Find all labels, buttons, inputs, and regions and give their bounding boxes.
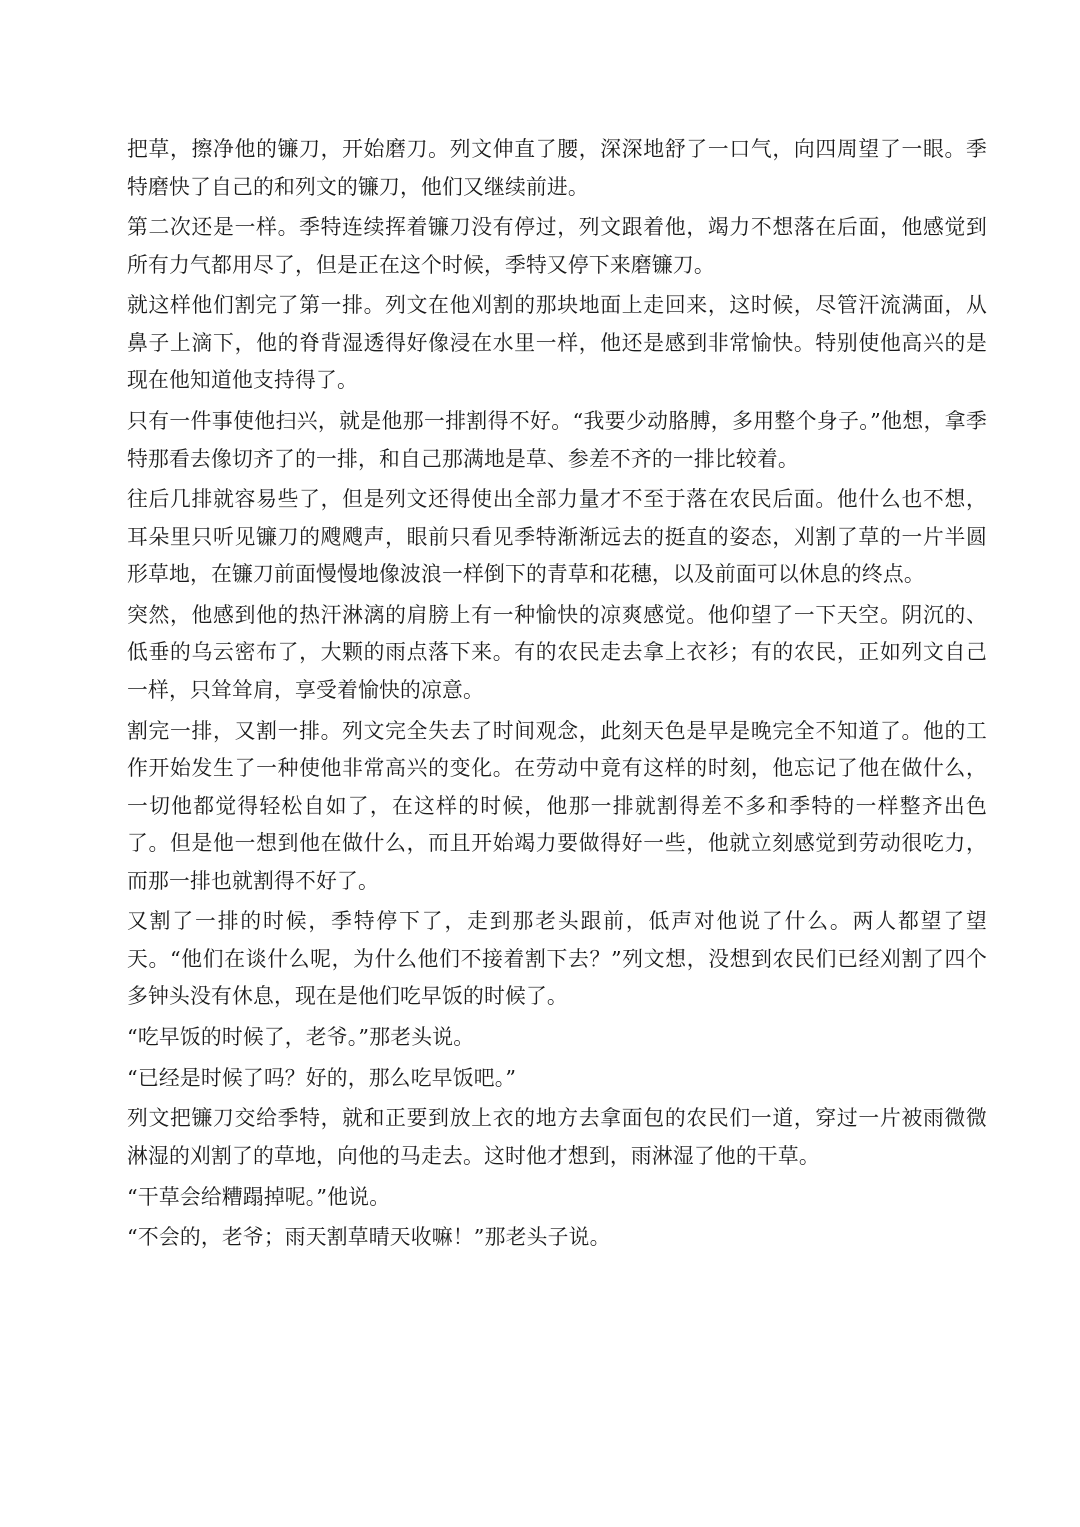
- paragraph-13: “不会的，老爷；雨天割草晴天收嘛！”那老头子说。: [127, 1225, 611, 1250]
- paragraph-2: 第二次还是一样。季特连续挥着镰刀没有停过，列文跟着他，竭力不想落在后面，他感觉到所有力气都用尽了，但是正在这个时候，季特又停下来磨镰刀。: [127, 215, 987, 277]
- document-page: [127, 131, 987, 1260]
- paragraph-3: 就这样他们割完了第一排。列文在他刈割的那块地面上走回来，这时候，尽管汗流满面，从鼻子上滴下，他的脊背湿透得好像浸在水里一样，他还是感到非常愉快。特别使他高兴的是现在他知道他支持得了。: [127, 293, 987, 393]
- paragraph-8: 又割了一排的时候，季特停下了，走到那老头跟前，低声对他说了什么。两人都望了望天。“他们在谈什么呢，为什么他们不接着割下去？”列文想，没想到农民们已经刈割了四个多钟头没有休息，现在是他们吃早饭的时候了。: [127, 909, 987, 1009]
- paragraph-9: “吃早饭的时候了，老爷。”那老头说。: [127, 1025, 475, 1049]
- paragraph-6: 突然，他感到他的热汗淋漓的肩膀上有一种愉快的凉爽感觉。他仰望了一下天空。阴沉的、低垂的乌云密布了，大颗的雨点落下来。有的农民走去拿上衣衫；有的农民，正如列文自己一样，只耸耸肩，享受着愉快的凉意。: [127, 602, 987, 702]
- paragraph-10: “已经是时候了吗？好的，那么吃早饭吧。”: [127, 1065, 517, 1090]
- paragraph-7: 割完一排，又割一排。列文完全失去了时间观念，此刻天色是早是晚完全不知道了。他的工作开始发生了一种使他非常高兴的变化。在劳动中竟有这样的时刻，他忘记了他在做什么，一切他都觉得轻松自如了，在这样的时候，他那一排就割得差不多和季特的一样整齐出色了。但是他一想到他在做什么，而且开始竭力要做得好一些，他就立刻感觉到劳动很吃力，而那一排也就割得不好了。: [127, 718, 987, 893]
- paragraph-1: 把草，擦净他的镰刀，开始磨刀。列文伸直了腰，深深地舒了一口气，向四周望了一眼。季特磨快了自己的和列文的镰刀，他们又继续前进。: [127, 137, 987, 199]
- paragraph-11: 列文把镰刀交给季特，就和正要到放上衣的地方去拿面包的农民们一道，穿过一片被雨微微淋湿的刈割了的草地，向他的马走去。这时他才想到，雨淋湿了他的干草。: [127, 1106, 987, 1168]
- paragraph-4: 只有一件事使他扫兴，就是他那一排割得不好。“我要少动胳膊，多用整个身子。”他想，拿季特那看去像切齐了的一排，和自己那满地是草、参差不齐的一排比较着。: [127, 409, 987, 471]
- paragraph-12: “干草会给糟蹋掉呢。”他说。: [127, 1184, 391, 1209]
- paragraph-5: 往后几排就容易些了，但是列文还得使出全部力量才不至于落在农民后面。他什么也不想，耳朵里只听见镰刀的飕飕声，眼前只看见季特渐渐远去的挺直的姿态，刈割了草的一片半圆形草地，在镰刀前面慢慢地像波浪一样倒下的青草和花穗，以及前面可以休息的终点。: [127, 487, 987, 587]
